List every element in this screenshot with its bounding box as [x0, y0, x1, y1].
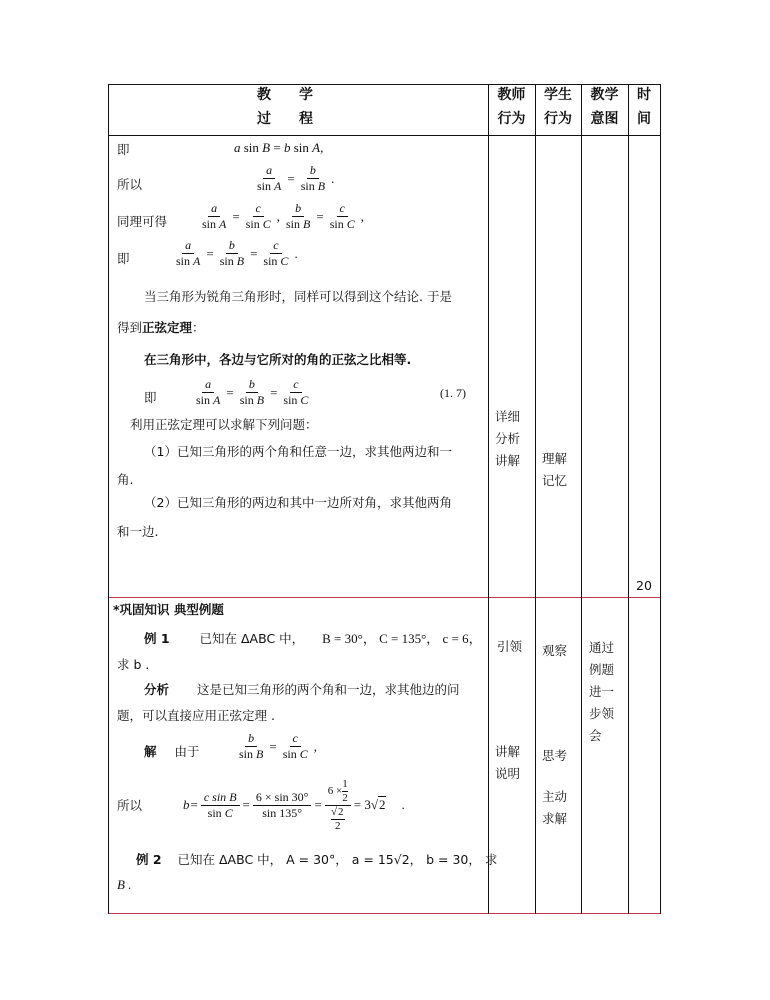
example-2: [136, 850, 497, 868]
example-2-question: B .: [117, 877, 132, 892]
text-pre: 得到: [117, 320, 143, 335]
teacher-action-line: 说明: [495, 766, 521, 781]
solution-result: b = $\frac{\text{c sin B}}{\text{sin C}}$ = $\frac{6 \times \sin 30^\circ}{\sin 135^\circ}$ = 6 × $\frac{1}{2}$ $\frac{√2}{2}$ = 3√2 .: [183, 777, 405, 832]
equation-ratio-abc: $\frac{a}{\text{sin A}}$ = $\frac{b}{\text{sin B}}$ = $\frac{c}{\text{sin C}}$ .: [176, 238, 298, 268]
list-item-2a: （2）已知三角形的两边和其中一边所对角，求其他两角: [144, 495, 452, 510]
text-sine-law: 正弦定理: [142, 320, 193, 335]
analysis-label: 分析: [144, 682, 170, 697]
header-intent-2: 意图: [590, 111, 619, 127]
teacher-action-2: 引领: [497, 639, 523, 654]
analysis-text: 这是已知三角形的两个角和一边，求其他边的问: [196, 682, 460, 697]
analysis-line-2: 题，可以直接应用正弦定理 .: [117, 708, 275, 723]
intent-text: [589, 637, 614, 747]
teacher-action-line: 详细: [495, 409, 521, 424]
intent-line: 例题: [589, 662, 615, 677]
equation-asinb: a sin B = b sin A,: [234, 140, 324, 155]
equation-number: (1. 7): [440, 386, 466, 400]
student-action-1: [542, 448, 567, 492]
table-left-border: [108, 84, 109, 914]
text-post: ：: [192, 320, 205, 335]
solution-equation: $\frac{b}{\text{sin B}}$ = $\frac{c}{\text{sin C}}$ ,: [239, 731, 317, 761]
paragraph-theorem-intro: [117, 318, 205, 336]
list-item-1b: 角.: [117, 472, 134, 487]
student-action-line: 求解: [542, 811, 568, 826]
table-bottom-border: [108, 913, 660, 914]
header-time-2: 间: [637, 111, 651, 127]
equation-sine-law: $\frac{a}{\text{sin A}}$ = $\frac{b}{\text{sin B}}$ = $\frac{c}{\text{sin C}}$: [196, 377, 309, 407]
header-bottom-border: [108, 135, 660, 136]
time-value: 20: [636, 578, 652, 593]
student-action-line: 主动: [542, 789, 568, 804]
example-1-text: 已知在 ΔABC 中，: [199, 631, 305, 646]
example-1: [144, 628, 482, 647]
intent-line: 进一: [589, 684, 615, 699]
col-divider-4: [628, 84, 629, 914]
solution-label: 解: [144, 744, 157, 759]
student-action-3: 思考: [542, 748, 568, 763]
list-item-2b: 和一边.: [117, 524, 159, 539]
teacher-action-3: [495, 741, 520, 785]
analysis-line-1: [144, 680, 460, 698]
solution-line: [144, 742, 200, 760]
label-ji-2: 即: [117, 251, 130, 266]
paragraph-use: 利用正弦定理可以求解下列问题：: [130, 417, 318, 432]
section-title: *巩固知识 典型例题: [113, 602, 224, 617]
student-action-line: 记忆: [542, 473, 568, 488]
example-2-text: 已知在 ΔABC 中， A = 30°， a = 15√2， b = 30， 求: [177, 852, 498, 867]
example-1-conditions: B = 30°， C = 135°， c = 6，: [322, 631, 482, 646]
section-divider: [108, 597, 660, 598]
header-time-1: 时: [637, 87, 651, 103]
intent-line: 会: [589, 728, 602, 743]
equation-ratio-ab: $\frac{a}{\text{sin A}}$ = $\frac{b}{\text{sin B}}$ .: [257, 163, 335, 193]
teacher-action-line: 分析: [495, 431, 521, 446]
label-suoyi-2: 所以: [117, 798, 143, 813]
example-1-question: 求 b .: [117, 657, 150, 672]
label-ji-1: 即: [117, 142, 130, 157]
intent-line: 步领: [589, 706, 615, 721]
header-teacher-1: 教师: [497, 87, 526, 103]
student-action-line: 理解: [542, 451, 568, 466]
intent-line: 通过: [589, 640, 615, 655]
list-item-1a: （1）已知三角形的两个角和任意一边，求其他两边和一: [144, 444, 452, 459]
col-divider-1: [488, 84, 489, 914]
theorem-statement: 在三角形中，各边与它所对的角的正弦之比相等.: [144, 352, 412, 367]
example-1-label: 例 1: [144, 631, 170, 646]
student-action-4: [542, 786, 567, 830]
solution-text: 由于: [174, 744, 200, 759]
teacher-action-1: [495, 406, 520, 472]
col-divider-3: [581, 84, 582, 914]
label-ji-3: 即: [144, 390, 157, 405]
example-2-label: 例 2: [136, 852, 162, 867]
label-suoyi-1: 所以: [117, 177, 143, 192]
header-student-1: 学生: [544, 87, 572, 103]
label-tongli: 同理可得: [117, 214, 168, 229]
paragraph-acute: 当三角形为锐角三角形时，同样可以得到这个结论. 于是: [144, 289, 452, 304]
teacher-action-line: 讲解: [495, 744, 521, 759]
equation-ratio-ac-bc: $\frac{a}{\text{sin A}}$ = $\frac{c}{\text{sin C}}$ , $\frac{b}{\text{sin B}}$ = $\frac{c}{\text{sin C}}$ ,: [202, 201, 364, 231]
header-teacher-2: 行为: [497, 111, 526, 127]
header-process-bottom: 过 程: [257, 111, 313, 127]
header-intent-1: 教学: [590, 87, 619, 103]
header-student-2: 行为: [544, 111, 572, 127]
col-divider-2: [535, 84, 536, 914]
header-process-top: 教 学: [257, 87, 313, 103]
table-right-border: [660, 84, 661, 914]
teacher-action-line: 讲解: [495, 453, 521, 468]
student-action-2: 观察: [542, 643, 568, 658]
